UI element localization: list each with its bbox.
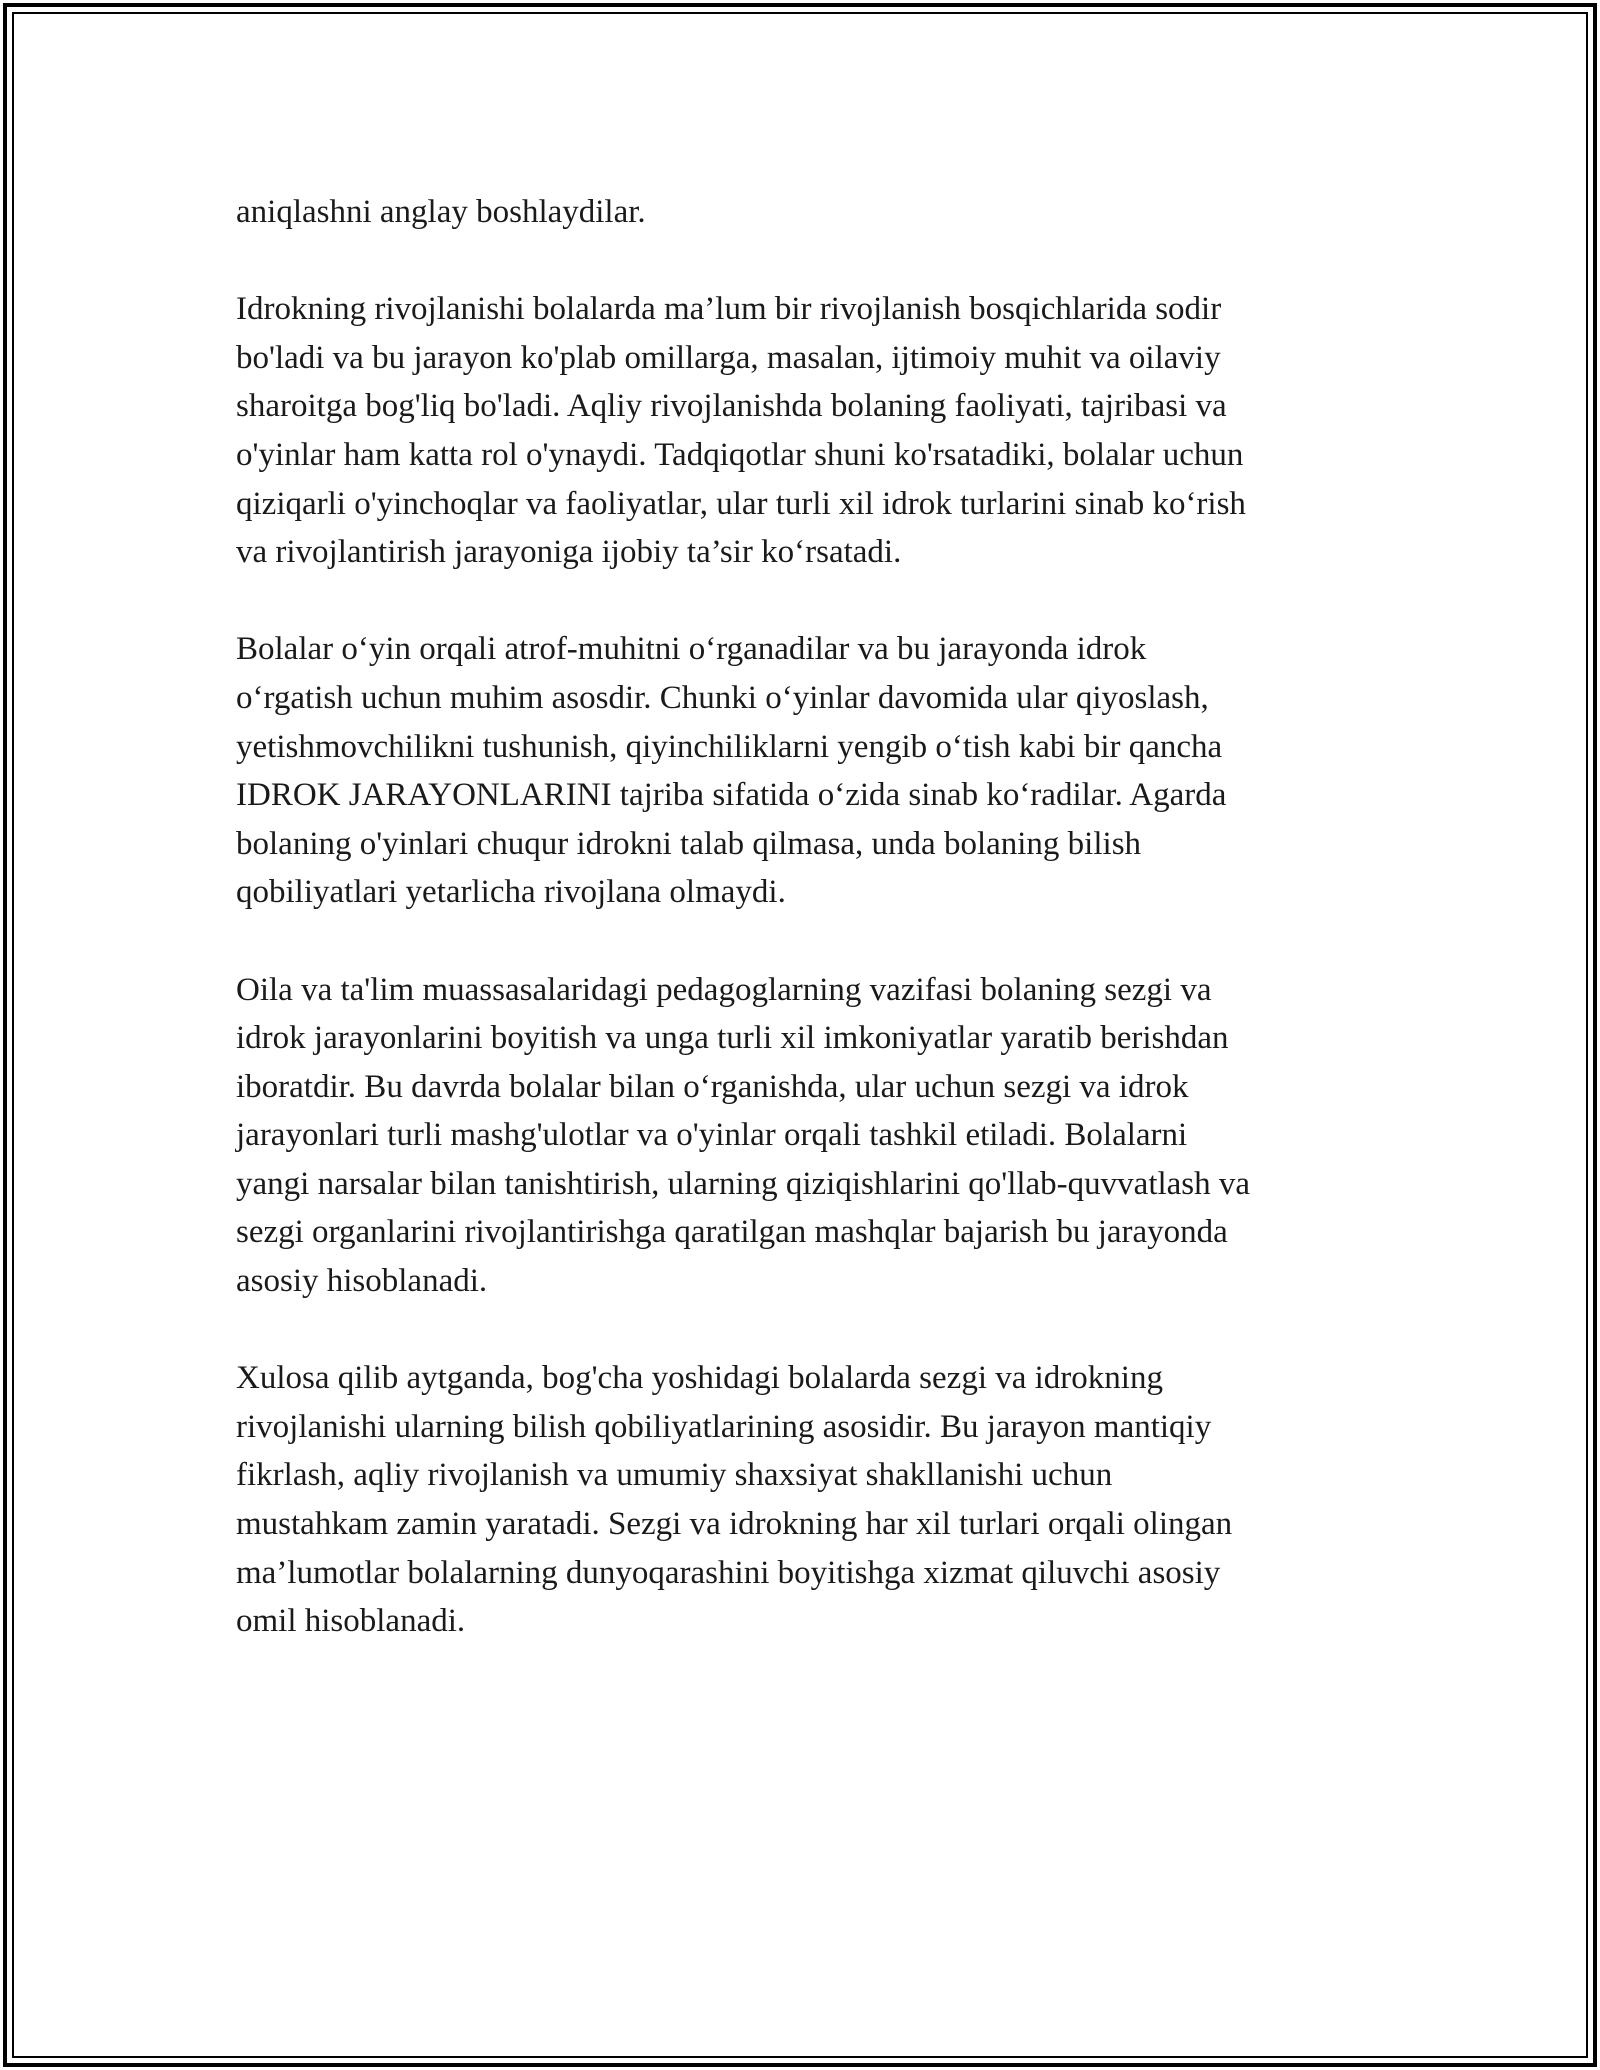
paragraph-line: yangi narsalar bilan tanishtirish, ularning qiziqishlarini qo'llab-quvvatlash va (236, 1165, 1251, 1202)
paragraph-line: yetishmovchilikni tushunish, qiyinchiliklarni yengib o‘tish kabi bir qancha (236, 728, 1223, 765)
paragraph-line: bolaning o'yinlari chuqur idrokni talab qilmasa, unda bolaning bilish (236, 825, 1142, 862)
paragraph-line: o‘rgatish uchun muhim asosdir. Chunki o‘yinlar davomida ular qiyoslash, (236, 679, 1209, 716)
paragraph-gap (236, 1306, 1366, 1355)
paragraph-line: Bolalar o‘yin orqali atrof-muhitni o‘rganadilar va bu jarayonda idrok (236, 631, 1147, 668)
paragraph-line: IDROK JARAYONLARINI tajriba sifatida o‘zida sinab ko‘radilar. Agarda (236, 777, 1227, 814)
paragraph-gap (236, 917, 1366, 966)
paragraph-line: rivojlanishi ularning bilish qobiliyatlarining asosidir. Bu jarayon mantiqiy (236, 1408, 1212, 1445)
paragraph-3 (236, 625, 1366, 917)
paragraph-line: sharoitga bog'liq bo'ladi. Aqliy rivojlanishda bolaning faoliyati, tajribasi va (236, 388, 1227, 425)
paragraph-line: ma’lumotlar bolalarning dunyoqarashini boyitishga xizmat qiluvchi asosiy (236, 1554, 1221, 1591)
paragraph-line: mustahkam zamin yaratadi. Sezgi va idrokning har xil turlari orqali olingan (236, 1506, 1233, 1543)
paragraph-line: o'yinlar ham katta rol o'ynaydi. Tadqiqotlar shuni ko'rsatadiki, bolalar uchun (236, 436, 1244, 473)
paragraph-2 (236, 285, 1366, 577)
paragraph-5 (236, 1354, 1366, 1646)
paragraph-line: asosiy hisoblanadi. (236, 1263, 488, 1300)
paragraph-line: bo'ladi va bu jarayon ko'plab omillarga, masalan, ijtimoiy muhit va oilaviy (236, 339, 1221, 376)
paragraph-line: iboratdir. Bu davrda bolalar bilan o‘rganishda, ular uchun sezgi va idrok (236, 1068, 1189, 1105)
paragraph-4 (236, 966, 1366, 1306)
paragraph-line: idrok jarayonlarini boyitish va unga turli xil imkoniyatlar yaratib berishdan (236, 1020, 1229, 1057)
paragraph-line: fikrlash, aqliy rivojlanish va umumiy shaxsiyat shakllanishi uchun (236, 1457, 1113, 1494)
paragraph-line: aniqlashni anglay boshlaydilar. (236, 194, 646, 230)
paragraph-line: Idrokning rivojlanishi bolalarda ma’lum bir rivojlanish bosqichlarida sodir (236, 291, 1222, 328)
paragraph-line: omil hisoblanadi. (236, 1603, 466, 1640)
paragraph-line: va rivojlantirish jarayoniga ijobiy ta’sir ko‘rsatadi. (236, 534, 902, 571)
paragraph-line: Xulosa qilib aytganda, bog'cha yoshidagi bolalarda sezgi va idrokning (236, 1360, 1163, 1397)
paragraph-1 (236, 188, 1366, 237)
paragraph-gap (236, 577, 1366, 626)
paragraph-line: jarayonlari turli mashg'ulotlar va o'yinlar orqali tashkil etiladi. Bolalarni (236, 1117, 1188, 1154)
paragraph-gap (236, 237, 1366, 286)
paragraph-line: qobiliyatlari yetarlicha rivojlana olmaydi. (236, 874, 786, 911)
paragraph-line: sezgi organlarini rivojlantirishga qaratilgan mashqlar bajarish bu jarayonda (236, 1214, 1228, 1251)
paragraph-line: qiziqarli o'yinchoqlar va faoliyatlar, ular turli xil idrok turlarini sinab ko‘rish (236, 485, 1246, 522)
document-body (236, 188, 1366, 1646)
paragraph-line: Oila va ta'lim muassasalaridagi pedagoglarning vazifasi bolaning sezgi va (236, 971, 1212, 1008)
